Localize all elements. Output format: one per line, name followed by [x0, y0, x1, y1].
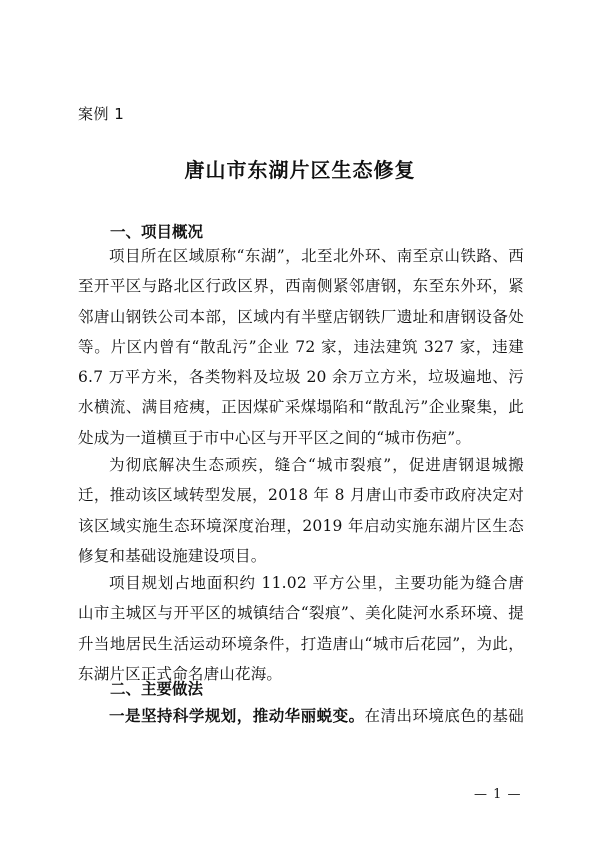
paragraph-project-planning: 项目规划占地面积约 11.02 平方公里，主要功能为缝合唐山市主城区与开平区的城镇结合“裂痕”、美化陡河水系环境、提升当地居民生活运动环境条件，打造唐山“城市后花园”，为此，东湖片区正式命名唐山花海。	[78, 574, 524, 683]
practice-one-text: 在清出环境底色的基础	[364, 707, 524, 725]
section-heading-overview: 一、项目概况	[110, 223, 204, 241]
practice-one-lead: 一是坚持科学规划，推动华丽蜕变。	[109, 707, 365, 725]
section-heading-practices: 二、主要做法	[110, 680, 204, 698]
page-number: — 1 —	[474, 787, 522, 802]
document-title: 唐山市东湖片区生态修复	[184, 158, 416, 182]
case-label: 案例 1	[78, 105, 125, 123]
paragraph-project-location: 项目所在区域原称“东湖”，北至北外环、南至京山铁路、西至开平区与路北区行政区界，西南侧紧邻唐钢，东至东外环，紧邻唐山钢铁公司本部，区域内有半壁店钢铁厂遗址和唐钢设备处等。片区内曾有“散乱污”企业 72 家，违法建筑 327 家，违建 6.7 万平方米，各类物料及垃圾 20 余万立方米，垃圾遍地、污水横流、满目疮痍，正因煤矿采煤塌陷和“散乱污”企业聚集，此处成为一道横亘于市中心区与开平区之间的“城市伤疤”。	[78, 247, 524, 447]
paragraph-practice-one	[78, 701, 524, 731]
paragraph-governance-decision: 为彻底解决生态顽疾，缝合“城市裂痕”，促进唐钢退城搬迁，推动该区域转型发展，2018 年 8 月唐山市委市政府决定对该区域实施生态环境深度治理，2019 年启动实施东湖片区生态修复和基础设施建设项目。	[78, 456, 524, 565]
